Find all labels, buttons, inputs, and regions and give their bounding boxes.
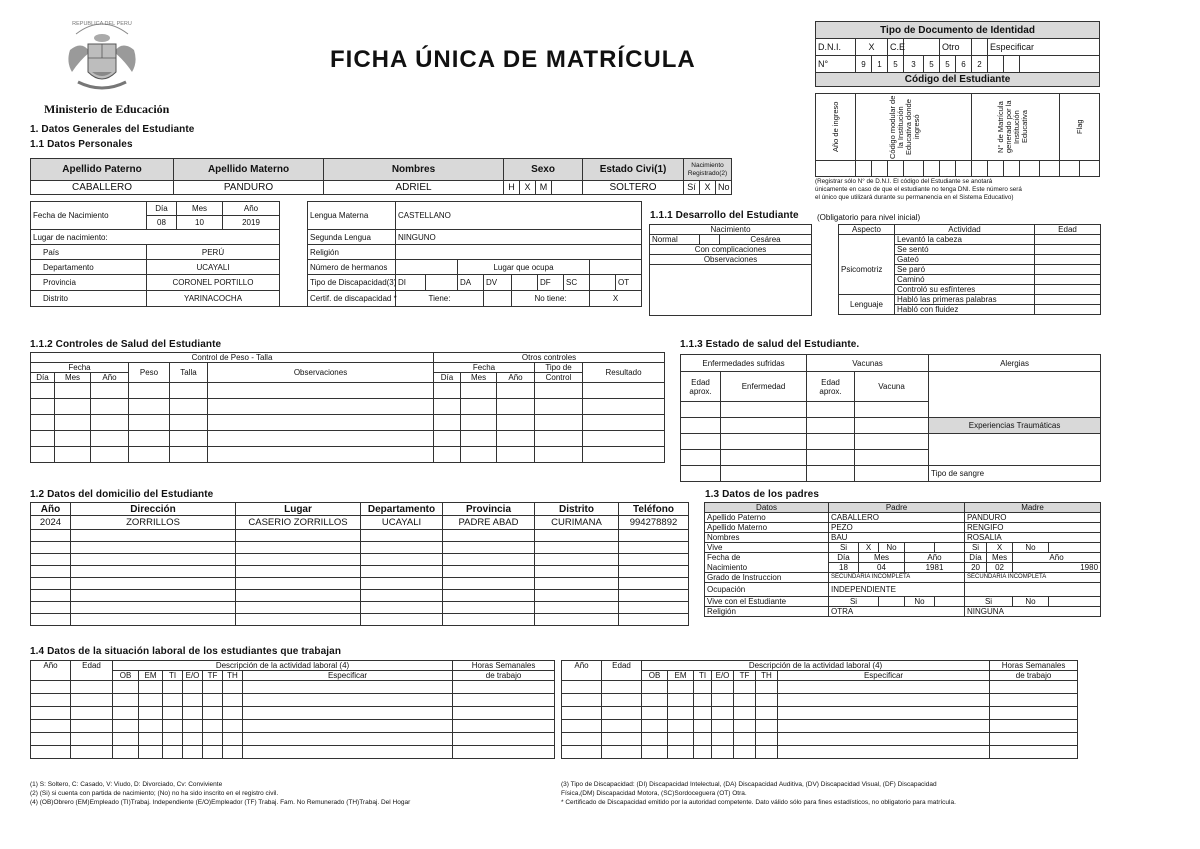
code-cell[interactable]	[972, 161, 988, 177]
footnote-4: (4) (OB)Obrero (EM)Empleado (TI)Trabaj. Independiente (E/O)Empleador (TF) Trabaj. Fam. No Remunerado (TH)Trabaj. Del Hogar	[30, 799, 411, 806]
tiene-label: Tiene:	[396, 291, 484, 307]
h-distrito: Distrito	[535, 503, 619, 516]
madre-nombres[interactable]: ROSALIA	[965, 533, 1101, 543]
tipo-sangre-cell[interactable]	[929, 466, 1101, 482]
lugar-nacimiento-label: Lugar de nacimiento:	[31, 230, 280, 245]
h-tipo-sangre: Tipo de sangre	[931, 469, 985, 478]
h-th: TH	[223, 671, 243, 681]
table-row	[562, 746, 1078, 759]
h-ob: OB	[113, 671, 139, 681]
lengua-materna-value[interactable]: CASTELLANO	[396, 202, 642, 230]
apellido-materno-value[interactable]: PANDURO	[174, 181, 324, 195]
h-departamento: Departamento	[361, 503, 443, 516]
h-ob: OB	[642, 671, 668, 681]
estado-salud-table	[680, 354, 1101, 482]
psicomotriz-table	[838, 224, 1101, 315]
section-1-2-title: 1.2 Datos del domicilio del Estudiante	[30, 489, 214, 500]
h-talla: Talla	[170, 363, 208, 383]
code-cell[interactable]	[1040, 161, 1060, 177]
actividad-edad[interactable]	[1035, 305, 1101, 315]
h-edad: Edad	[602, 661, 642, 681]
padre-vivecon-no: No	[905, 597, 935, 607]
footnote-star: * Certificado de Discapacidad emitido por la autoridad competente. Dato válido sólo para fines estadísticos, no obligatorio para matrícula.	[561, 799, 956, 806]
nombres-value[interactable]: ADRIEL	[324, 181, 504, 195]
h-peso: Peso	[129, 363, 170, 383]
table-row	[31, 720, 555, 733]
doc-digit[interactable]	[1004, 56, 1020, 73]
madre-anio[interactable]: 1980	[1013, 563, 1101, 573]
h-ti: TI	[163, 671, 183, 681]
religion-label: Religión	[308, 245, 396, 260]
padre-vivecon-si: Si	[829, 597, 879, 607]
padre-anio[interactable]: 1981	[905, 563, 965, 573]
h-fecha: Fecha	[434, 363, 535, 373]
birth-data-table	[30, 201, 642, 307]
footnotes-right	[561, 780, 956, 807]
distrito-value[interactable]: YARINACOCHA	[147, 291, 280, 307]
padre-vivecon-checkbox[interactable]	[879, 597, 905, 607]
madre-vive-no: No	[1013, 543, 1049, 553]
anio-label: Año	[223, 202, 280, 216]
label-nacimiento: Nacimiento	[705, 563, 829, 573]
table-row	[31, 530, 689, 542]
h-fecha: Fecha	[31, 363, 129, 373]
section-1-1-title: 1.1 Datos Personales	[30, 139, 133, 150]
code-cell[interactable]	[872, 161, 888, 177]
h-enfermedad: Enfermedad	[721, 372, 807, 402]
table-row	[562, 681, 1078, 694]
table-row	[562, 694, 1078, 707]
madre-vivecon-si: Si	[965, 597, 1013, 607]
code-cell[interactable]	[888, 161, 904, 177]
h-edad: Edad	[1035, 225, 1101, 235]
madre-grado[interactable]: SECUNDARIA INCOMPLETA	[965, 573, 1101, 583]
fecha-nacimiento-label: Fecha de Nacimiento	[31, 202, 147, 230]
provincia-label: Provincia	[31, 275, 147, 291]
label-materno: Apellido Materno	[705, 523, 829, 533]
padre-religion[interactable]: OTRA	[829, 607, 965, 617]
birth-day-value[interactable]: 08	[147, 216, 177, 230]
dia-label: Día	[147, 202, 177, 216]
code-cell[interactable]	[1020, 161, 1040, 177]
table-row	[31, 542, 689, 554]
da-label: DA	[458, 275, 484, 291]
h-th: TH	[756, 671, 778, 681]
h-anio: Año	[31, 661, 71, 681]
table-row	[562, 720, 1078, 733]
h-control: Control	[535, 373, 583, 383]
h-actividad: Actividad	[895, 225, 1035, 235]
h-horas: Horas Semanales	[453, 661, 555, 671]
table-row	[31, 590, 689, 602]
table-row	[31, 447, 665, 463]
h-dia: Día	[965, 553, 987, 563]
code-cell[interactable]	[1004, 161, 1020, 177]
doc-digit[interactable]: 2	[972, 56, 988, 73]
nac-si-label: Sí	[684, 181, 700, 195]
padre-vive-checkbox[interactable]: X	[859, 543, 879, 553]
h-anio: Año	[562, 661, 602, 681]
section-1-1-1-title: 1.1.1 Desarrollo del Estudiante	[650, 210, 799, 221]
table-row	[31, 614, 689, 626]
apellido-paterno-value[interactable]: CABALLERO	[31, 181, 174, 195]
experiencias-field[interactable]	[929, 434, 1101, 466]
padre-grado[interactable]: SECUNDARIA INCOMPLETA	[829, 573, 965, 583]
laboral-table-left	[30, 660, 555, 759]
doc-digit[interactable]: 9	[856, 56, 872, 73]
normal-checkbox[interactable]	[700, 235, 720, 245]
complicaciones-label: Con complicaciones	[650, 245, 812, 255]
no-tiene-label: No tiene:	[512, 291, 590, 307]
certif-discapacidad-label: Certif. de discapacidad *	[308, 291, 396, 307]
table-row	[31, 602, 689, 614]
student-code-table	[815, 93, 1100, 177]
birth-year-value[interactable]: 2019	[223, 216, 280, 230]
footnote-1: (1) S: Soltero, C: Casado, V: Viudo, D: Divorciado, Cv: Conviviente	[30, 781, 223, 788]
actividad-item: Controló su esfínteres	[895, 285, 1035, 295]
di-label: DI	[396, 275, 426, 291]
madre-dia[interactable]: 20	[965, 563, 987, 573]
h-mes: Mes	[859, 553, 905, 563]
h-descripcion: Descripción de la actividad laboral (4)	[642, 661, 990, 671]
table-row: 2024 ZORRILLOS CASERIO ZORRILLOS UCAYALI PADRE ABAD CURIMANA 994278892	[31, 516, 689, 530]
padre-vive-si: Si	[829, 543, 859, 553]
table-row	[562, 707, 1078, 720]
actividad-edad[interactable]	[1035, 295, 1101, 305]
label-fecha: Fecha de	[705, 553, 829, 563]
actividad-edad[interactable]	[1035, 265, 1101, 275]
label-nombres: Nombres	[705, 533, 829, 543]
departamento-value[interactable]: UCAYALI	[147, 260, 280, 275]
h-horas-2: de trabajo	[990, 671, 1078, 681]
nacimiento-header: Nacimiento	[650, 225, 812, 235]
label-grado: Grado de Instruccion	[705, 573, 829, 583]
actividad-item: Se sentó	[895, 245, 1035, 255]
nac-si-checkbox[interactable]: X	[700, 181, 716, 195]
code-cell[interactable]	[940, 161, 956, 177]
alergias-field[interactable]	[929, 372, 1101, 418]
otro-checkbox[interactable]	[972, 39, 988, 56]
h-tipo: Tipo de	[535, 363, 583, 373]
h-especificar: Especificar	[778, 671, 990, 681]
padre-mes[interactable]: 04	[859, 563, 905, 573]
footnote-3b: Física,(DM) Discapacidad Motora, (SC)Sordoceguera (OT) Otra.	[561, 790, 747, 797]
personal-data-table	[30, 158, 785, 195]
padres-table	[704, 502, 1101, 617]
h-lugar: Lugar	[236, 503, 361, 516]
pais-label: País	[31, 245, 147, 260]
col-codigo-modular: Código modular de la Institución Educativa donde ingresó	[887, 95, 921, 159]
table-row	[31, 415, 665, 431]
table-row	[31, 566, 689, 578]
cesarea-label: Cesárea	[720, 235, 812, 245]
dni-label: D.N.I.	[816, 39, 856, 56]
madre-religion[interactable]: NINGUNA	[965, 607, 1101, 617]
sexo-m-label: M	[536, 181, 552, 195]
mes-label: Mes	[177, 202, 223, 216]
lugar-ocupa-label: Lugar que ocupa	[458, 260, 590, 275]
table-row	[31, 431, 665, 447]
h-nacimiento-registrado: Nacimiento Registrado(2)	[684, 159, 732, 181]
h-mes: Mes	[55, 373, 91, 383]
h-peso-talla: Control de Peso - Talla	[31, 353, 434, 363]
nacimiento-table	[649, 224, 812, 316]
h-mes: Mes	[987, 553, 1013, 563]
madre-paterno[interactable]: PANDURO	[965, 513, 1101, 523]
actividad-item: Se paró	[895, 265, 1035, 275]
h-eo: E/O	[712, 671, 734, 681]
observaciones-label: Observaciones	[650, 255, 812, 265]
seal-caption: REPUBLICA DEL PERU	[72, 21, 132, 27]
dv-checkbox[interactable]	[512, 275, 538, 291]
madre-vive-si: Si	[965, 543, 987, 553]
code-cell[interactable]	[1080, 161, 1100, 177]
hermanos-value[interactable]	[396, 260, 458, 275]
birth-month-value[interactable]: 10	[177, 216, 223, 230]
doc-number-label: N°	[816, 56, 856, 73]
laboral-table-right	[561, 660, 1078, 759]
label-religion: Religión	[705, 607, 829, 617]
observaciones-field[interactable]	[650, 265, 812, 316]
h-anio: Año	[1013, 553, 1101, 563]
h-anio: Año	[905, 553, 965, 563]
h-nombres: Nombres	[324, 159, 504, 181]
padre-dia[interactable]: 18	[829, 563, 859, 573]
tiene-checkbox[interactable]	[484, 291, 512, 307]
h-edad: Edad	[71, 661, 113, 681]
h-provincia: Provincia	[443, 503, 535, 516]
label-vive: Vive	[705, 543, 829, 553]
h-anio: Año	[31, 503, 71, 516]
actividad-item: Caminó	[895, 275, 1035, 285]
col-flag: Flag	[1074, 119, 1084, 135]
h-padre: Padre	[829, 503, 965, 513]
page-title: FICHA ÚNICA DE MATRÍCULA	[330, 46, 696, 73]
section-1-1-2-title: 1.1.2 Controles de Salud del Estudiante	[30, 339, 222, 350]
madre-vive-checkbox[interactable]: X	[987, 543, 1013, 553]
madre-vivecon-no: No	[1013, 597, 1049, 607]
discapacidad-label: Tipo de Discapacidad(3)	[308, 275, 396, 291]
student-code-title: Código del Estudiante	[816, 73, 1100, 87]
doc-digit[interactable]: 1	[872, 56, 888, 73]
table-row	[31, 746, 555, 759]
id-doc-title: Tipo de Documento de Identidad	[816, 22, 1100, 39]
madre-mes[interactable]: 02	[987, 563, 1013, 573]
table-row	[562, 733, 1078, 746]
h-horas: Horas Semanales	[990, 661, 1078, 671]
h-dia: Día	[31, 373, 55, 383]
id-document-table	[815, 21, 1100, 87]
actividad-edad[interactable]	[1035, 235, 1101, 245]
peru-coat-of-arms-logo	[62, 10, 142, 102]
distrito-label: Distrito	[31, 291, 147, 307]
h-vacuna: Vacuna	[855, 372, 929, 402]
label-ocupacion: Ocupación	[705, 583, 829, 597]
doc-digit[interactable]	[988, 56, 1004, 73]
col-num-matricula: N° de Matrícula generado por la Institución Educativa	[995, 100, 1029, 154]
sexo-h-checkbox[interactable]: X	[520, 181, 536, 195]
h-otros-controles: Otros controles	[434, 353, 665, 363]
especificar-label: Especificar	[988, 39, 1100, 56]
h-anio: Año	[91, 373, 129, 383]
h-resultado: Resultado	[583, 363, 665, 383]
ce-checkbox[interactable]	[904, 39, 940, 56]
doc-digit[interactable]: 5	[940, 56, 956, 73]
sexo-m-checkbox[interactable]	[552, 181, 583, 195]
section-1-1-3-title: 1.1.3 Estado de salud del Estudiante.	[680, 339, 860, 350]
h-direccion: Dirección	[71, 503, 236, 516]
ministry-name: Ministerio de Educación	[44, 102, 170, 116]
h-madre: Madre	[965, 503, 1101, 513]
h-anio: Año	[497, 373, 535, 383]
ot-label: OT	[616, 275, 642, 291]
h-tf: TF	[203, 671, 223, 681]
h-edad-aprox: Edad aprox.	[681, 372, 721, 402]
h-vacunas: Vacunas	[807, 355, 929, 372]
otro-label: Otro	[940, 39, 972, 56]
code-cell[interactable]	[956, 161, 972, 177]
doc-digit[interactable]	[1020, 56, 1100, 73]
actividad-item: Gateó	[895, 255, 1035, 265]
padre-nombres[interactable]: BAU	[829, 533, 965, 543]
code-cell[interactable]	[816, 161, 856, 177]
madre-ocupacion[interactable]	[965, 583, 1101, 597]
doc-digit[interactable]: 3	[904, 56, 924, 73]
provincia-value[interactable]: CORONEL PORTILLO	[147, 275, 280, 291]
h-datos: Datos	[705, 503, 829, 513]
di-checkbox[interactable]	[426, 275, 458, 291]
h-sexo: Sexo	[504, 159, 583, 181]
actividad-edad[interactable]	[1035, 245, 1101, 255]
section-1-title: 1. Datos Generales del Estudiante	[30, 124, 195, 135]
sexo-h-label: H	[504, 181, 520, 195]
code-cell[interactable]	[904, 161, 924, 177]
padre-ocupacion[interactable]: INDEPENDIENTE	[829, 583, 965, 597]
code-cell[interactable]	[988, 161, 1004, 177]
h-enfermedades: Enfermedades sufridas	[681, 355, 807, 372]
doc-digit[interactable]: 6	[956, 56, 972, 73]
footnotes-left	[30, 780, 410, 807]
padre-materno[interactable]: PEZO	[829, 523, 965, 533]
segunda-lengua-label: Segunda Lengua	[308, 230, 396, 245]
h-alergias: Alergias	[929, 355, 1101, 372]
controles-salud-table	[30, 352, 665, 463]
actividad-edad[interactable]	[1035, 275, 1101, 285]
id-doc-note: (Registrar sólo N° de D.N.I. El código del Estudiante se anotará únicamente en caso de que el estudiante no tenga DNI. Este número será el único que utilizará durante su permanencia en el Sistema Educativo)	[815, 178, 1022, 201]
h-observaciones: Observaciones	[208, 363, 434, 383]
sc-label: SC	[564, 275, 590, 291]
code-cell[interactable]	[856, 161, 872, 177]
actividad-edad[interactable]	[1035, 255, 1101, 265]
h-em: EM	[139, 671, 163, 681]
h-telefono: Teléfono	[619, 503, 689, 516]
dv-label: DV	[484, 275, 512, 291]
section-1-3-title: 1.3 Datos de los padres	[705, 489, 820, 500]
actividad-item: Habló con fluidez	[895, 305, 1035, 315]
table-row	[31, 733, 555, 746]
pais-value[interactable]: PERÚ	[147, 245, 280, 260]
segunda-lengua-value[interactable]: NINGUNO	[396, 230, 642, 245]
footnote-2: (2) (Si) si cuenta con partida de nacimiento; (No) no ha sido inscrito en el registro civil.	[30, 790, 279, 797]
h-apellido-materno: Apellido Materno	[174, 159, 324, 181]
h-apellido-paterno: Apellido Paterno	[31, 159, 174, 181]
h-dia: Día	[829, 553, 859, 563]
religion-value[interactable]	[396, 245, 642, 260]
code-cell[interactable]	[924, 161, 940, 177]
lengua-materna-label: Lengua Materna	[308, 202, 396, 230]
label-paterno: Apellido Paterno	[705, 513, 829, 523]
lugar-ocupa-value[interactable]	[590, 260, 642, 275]
psicomotriz-label: Psicomotriz	[839, 265, 895, 275]
df-label: DF	[538, 275, 564, 291]
table-row	[31, 554, 689, 566]
h-mes: Mes	[461, 373, 497, 383]
table-row	[31, 383, 665, 399]
h-aspecto: Aspecto	[839, 225, 895, 235]
table-row	[31, 694, 555, 707]
departamento-label: Departamento	[31, 260, 147, 275]
sc-checkbox[interactable]	[590, 275, 616, 291]
hermanos-label: Número de hermanos	[308, 260, 396, 275]
domicilio-table	[30, 502, 689, 626]
code-cell[interactable]	[1060, 161, 1080, 177]
no-tiene-checkbox[interactable]: X	[590, 291, 642, 307]
h-descripcion: Descripción de la actividad laboral (4)	[113, 661, 453, 671]
h-experiencias-traumaticas: Experiencias Traumáticas	[929, 418, 1101, 434]
h-horas-2: de trabajo	[453, 671, 555, 681]
h-dia: Día	[434, 373, 461, 383]
padre-paterno[interactable]: CABALLERO	[829, 513, 965, 523]
h-ti: TI	[694, 671, 712, 681]
nac-no-label: No	[716, 181, 732, 195]
h-edad-aprox: Edad aprox.	[807, 372, 855, 402]
padre-vive-no: No	[879, 543, 905, 553]
dni-checkbox[interactable]: X	[856, 39, 888, 56]
table-row	[31, 578, 689, 590]
label-vive-con: Vive con el Estudiante	[705, 597, 829, 607]
lenguaje-label: Lenguaje	[839, 295, 895, 315]
madre-materno[interactable]: RENGIFO	[965, 523, 1101, 533]
table-row	[31, 399, 665, 415]
footnote-3a: (3) Tipo de Discapacidad: (DI) Discapacidad Intelectual, (DA) Discapacidad Auditiva, (DV) Discapacidad Visual, (DF) Discapacidad	[561, 781, 937, 788]
obligatorio-note: (Obligatorio para nivel inicial)	[817, 213, 921, 222]
doc-digit[interactable]: 5	[924, 56, 940, 73]
estado-civil-value[interactable]: SOLTERO	[583, 181, 684, 195]
col-anio-ingreso: Año de ingreso	[830, 101, 840, 153]
h-em: EM	[668, 671, 694, 681]
actividad-item: Levantó la cabeza	[895, 235, 1035, 245]
h-eo: E/O	[183, 671, 203, 681]
h-especificar: Especificar	[243, 671, 453, 681]
doc-digit[interactable]: 5	[888, 56, 904, 73]
normal-label: Normal	[650, 235, 700, 245]
h-estado-civil: Estado Civi(1)	[583, 159, 684, 181]
section-1-4-title: 1.4 Datos de la situación laboral de los estudiantes que trabajan	[30, 646, 342, 657]
h-tf: TF	[734, 671, 756, 681]
actividad-item: Habló las primeras palabras	[895, 295, 1035, 305]
actividad-edad[interactable]	[1035, 285, 1101, 295]
ce-label: C.E	[888, 39, 904, 56]
table-row	[31, 681, 555, 694]
table-row	[31, 707, 555, 720]
